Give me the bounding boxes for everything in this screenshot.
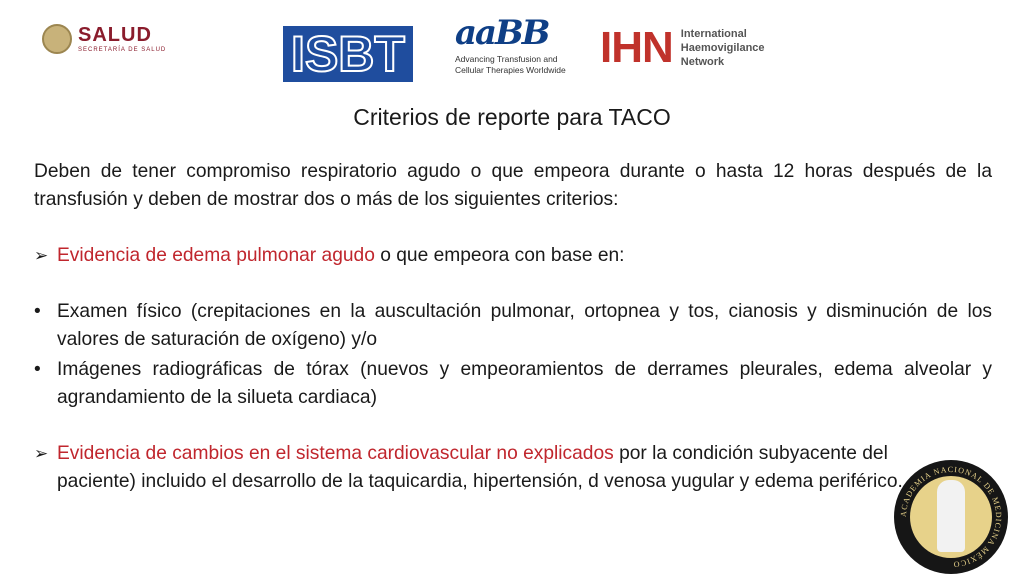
ihn-name-line: International — [680, 27, 747, 40]
ihn-name-line: Network — [680, 56, 725, 69]
criterion-text — [57, 440, 992, 496]
list-item — [34, 356, 992, 412]
salud-subtitle: SECRETARÍA DE SALUD — [78, 47, 167, 53]
list-item-text: Imágenes radiográficas de tórax (nuevos y empeoramientos de derrames pleurales, edema alveolar y agrandamiento de la silueta cardiaca) — [57, 359, 992, 408]
mexico-seal-icon — [42, 24, 72, 54]
salud-logo — [42, 24, 166, 54]
arrow-bullet-icon: ➢ — [34, 444, 49, 463]
slide-title: Criterios de reporte para TACO — [353, 104, 671, 130]
criterion-rest: o que empeora con base en: — [374, 245, 625, 266]
isbt-text: ISBT — [291, 26, 405, 82]
criterion-highlight: Evidencia de cambios en el sistema cardiovascular no explicados — [57, 443, 614, 464]
isbt-wordmark-icon — [283, 26, 413, 82]
dot-bullet-icon: • — [34, 359, 41, 380]
logo-bar — [0, 0, 1024, 100]
dot-bullet-icon: • — [34, 301, 41, 322]
bullet-list — [34, 298, 992, 412]
isbt-logo — [283, 26, 413, 82]
criterion-cardiovascular — [34, 440, 992, 496]
ihn-logo — [600, 23, 765, 72]
academia-seal-logo — [894, 460, 1008, 574]
academia-text: ACADEMIA NACIONAL DE MEDICINA MÉXICO — [898, 464, 1004, 570]
salud-title: SALUD — [78, 24, 152, 46]
criterion-highlight: Evidencia de edema pulmonar agudo — [57, 245, 375, 266]
statue-icon — [937, 480, 965, 552]
criterion-pulmonary — [34, 242, 992, 270]
arrow-bullet-icon: ➢ — [34, 246, 49, 265]
aabb-logo — [455, 13, 585, 75]
ihn-name-line: Haemovigilance — [680, 41, 765, 54]
ihn-name — [681, 27, 765, 70]
list-item-text: Examen físico (crepitaciones en la auscultación pulmonar, ortopnea y tos, cianosis y disminución de los valores de saturación de oxígeno) y/o — [57, 301, 992, 350]
criterion-rest: por la condición subyacente del paciente) incluido el desarrollo de la taquicardia, hipertensión, d venosa yugular y edema periférico. — [57, 443, 903, 492]
aabb-mark: aaBB — [455, 13, 549, 53]
aabb-tagline: Advancing Transfusion and Cellular Therapies Worldwide — [455, 54, 566, 75]
list-item — [34, 298, 992, 354]
slide-content — [34, 158, 992, 496]
criterion-text — [57, 242, 625, 270]
intro-paragraph: Deben de tener compromiso respiratorio agudo o que empeora durante o hasta 12 horas después de la transfusión y deben de mostrar dos o más de los siguientes criterios: — [34, 161, 992, 210]
ihn-mark: IHN — [600, 23, 673, 72]
